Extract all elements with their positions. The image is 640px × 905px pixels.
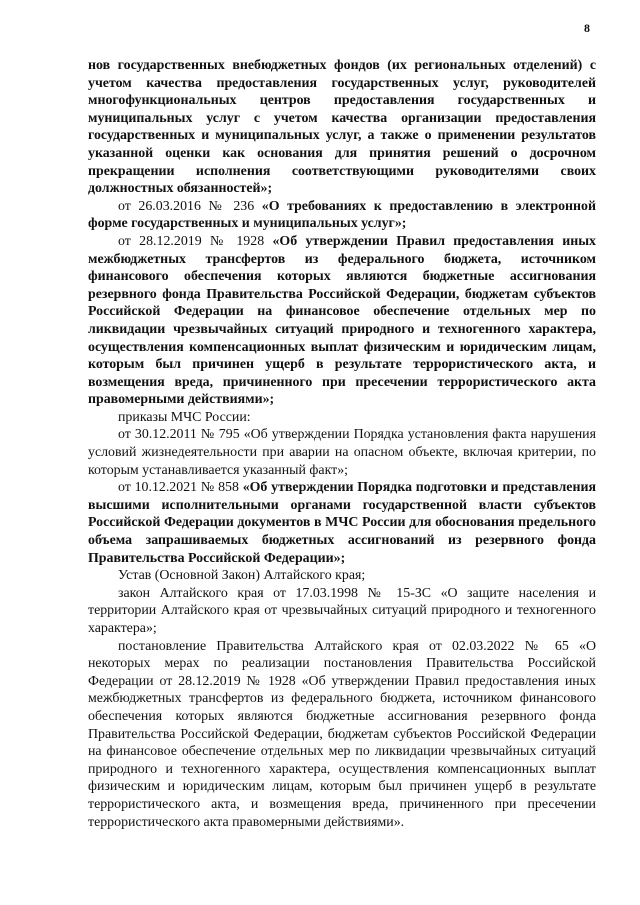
paragraph-text: от 28.12.2019 № 1928 — [118, 233, 273, 249]
paragraph-altai-resolution-65 — [88, 638, 596, 832]
paragraph-altai-charter — [88, 567, 596, 585]
paragraph-text: закон Алтайского края от 17.03.1998 № 15-ЗС «О защите населения и территории Алтайского края от чрезвычайных ситуаций природного и техногенного характера»; — [88, 585, 596, 636]
page-number: 8 — [584, 21, 590, 35]
paragraph-text: от 26.03.2016 № 236 — [118, 198, 262, 214]
paragraph-text: Устав (Основной Закон) Алтайского края; — [118, 568, 366, 584]
paragraph-text: приказы МЧС России: — [118, 409, 251, 425]
paragraph-bold-text: «Об утверждении Порядка подготовки и представления высшими исполнительными органами государственной власти субъектов Российской Федерации документов в МЧС России для обоснования предельного объема запрашиваемых бюджетных ассигнований из резервного фонда Правительства Российской Федерации»; — [88, 480, 596, 566]
paragraph-bold-text: «О требованиях к предоставлению в электронной форме государственных и муниципальных услуг»; — [88, 198, 596, 232]
paragraph-order-858 — [88, 479, 596, 567]
paragraph-altai-law-15zs — [88, 585, 596, 638]
paragraph-text: постановление Правительства Алтайского края от 02.03.2022 № 65 «О некоторых мерах по реализации постановления Правительства Российской Федерации от 28.12.2019 № 1928 «Об утверждении Правил предоставления иных межбюджетных трансфертов из федерального бюджета, источником финансового обеспечения которых являются бюджетные ассигнования резервного фонда Правительства Российской Федерации, бюджетам субъектов Российской Федерации на финансовое обеспечение отдельных мер по ликвидации чрезвычайных ситуаций природного и техногенного характера, осуществления компенсационных выплат физическим и юридическим лицам, которым был причинен ущерб в результате террористического акта, и возмещения вреда, причиненного при пресечении террористического акта правомерными действиями». — [88, 638, 596, 830]
paragraph-order-795 — [88, 426, 596, 479]
paragraph-bold-text: «Об утверждении Правил предоставления иных межбюджетных трансфертов из федерального бюджета, источником финансового обеспечения которых являются бюджетные ассигнования резервного фонда Правительства Российской Федерации, бюджетам субъектов Российской Федерации на финансовое обеспечение отдельных мер по ликвидации чрезвычайных ситуаций природного и техногенного характера, осуществления компенсационных выплат физическим и юридическим лицам, которым был причинен ущерб в результате террористического акта, и возмещения вреда, причиненного при пресечении террористического акта правомерными действиями»; — [88, 233, 596, 408]
paragraph-resolution-1928 — [88, 233, 596, 409]
paragraph-mchs-orders-heading — [88, 409, 596, 427]
paragraph-resolution-236 — [88, 198, 596, 233]
document-body — [88, 57, 596, 831]
paragraph-text: от 10.12.2021 № 858 — [118, 480, 243, 496]
paragraph-bold-text: нов государственных внебюджетных фондов (их региональных отделений) с учетом качества предоставления государственных услуг, руководителей многофункциональных центров предоставления государственных и муниципальных услуг с учетом качества организации предоставления государственных и муниципальных услуг, а также о применении результатов указанной оценки как основания для принятия решений о досрочном прекращении исполнения соответствующими руководителями своих должностных обязанностей»; — [88, 58, 596, 197]
paragraph-continuation — [88, 57, 596, 198]
paragraph-text: от 30.12.2011 № 795 «Об утверждении Порядка установления факта нарушения условий жизнедеятельности при аварии на опасном объекте, включая критерии, по которым устанавливается указанный факт»; — [88, 427, 596, 478]
